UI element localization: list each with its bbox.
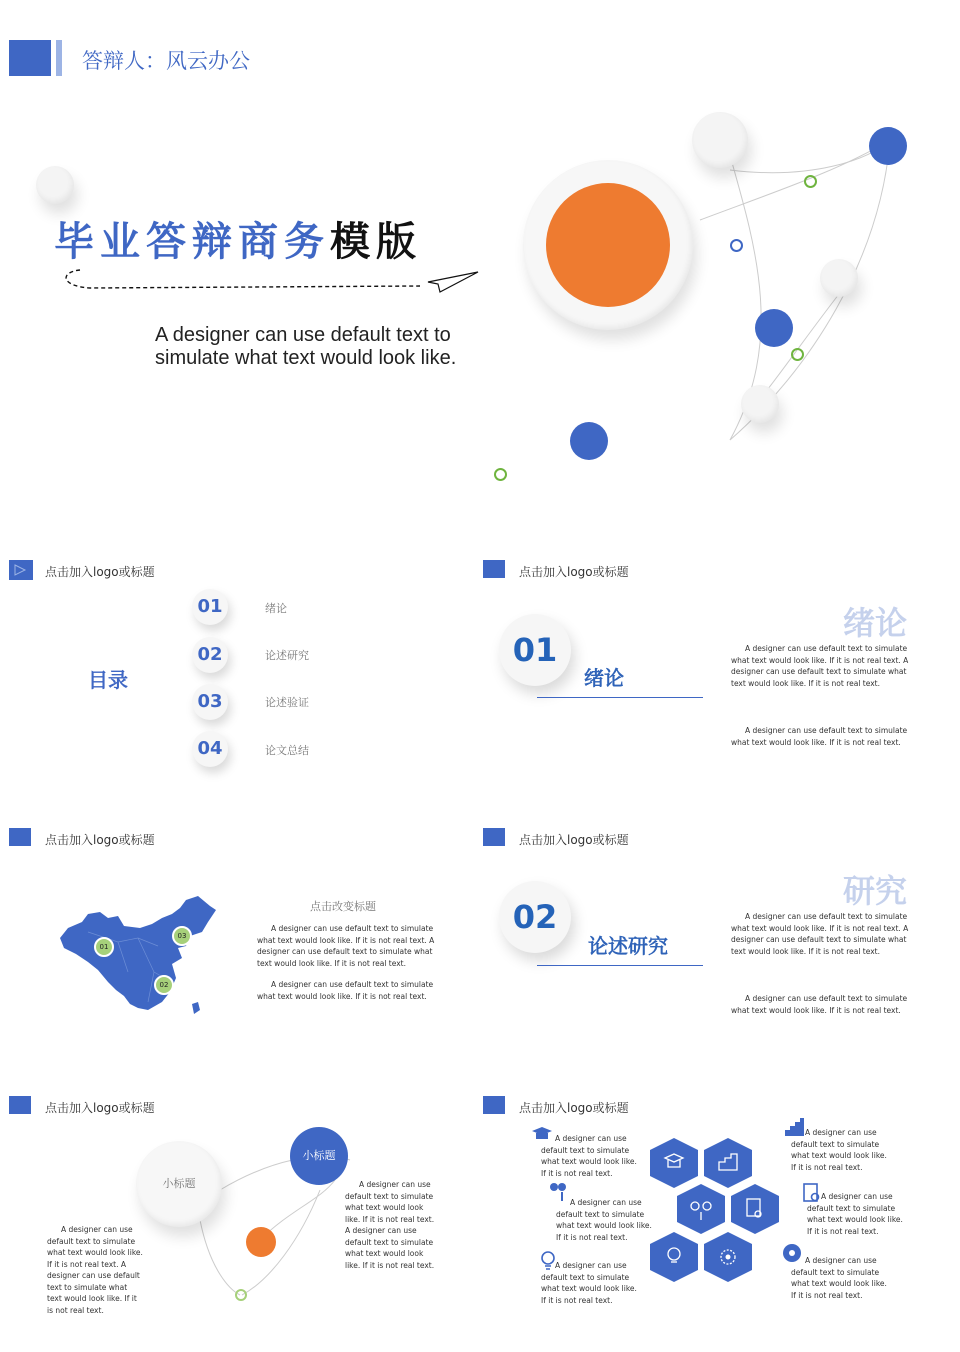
cover-title-blue: 毕业答辩商务 bbox=[54, 219, 330, 265]
slide-header-text: 点击加入logo或标题 bbox=[45, 833, 155, 847]
cover-subtitle-2: simulate what text would look like. bbox=[155, 347, 457, 369]
green-ring bbox=[494, 468, 507, 481]
hex-item-text: A designer can use default text to simulate what text would look like. If it is not real text. bbox=[541, 1134, 637, 1178]
map-paragraph: A designer can use default text to simulate what text would look like. If it is not real text. bbox=[257, 980, 434, 1001]
toc-num: 02 bbox=[192, 637, 228, 673]
cover-title-black: 模版 bbox=[330, 219, 422, 265]
header-logo-square bbox=[9, 828, 31, 846]
bubble-circle: 小标题 bbox=[136, 1141, 222, 1227]
slide-header-text: 点击加入logo或标题 bbox=[519, 833, 629, 847]
paper-plane-dashes bbox=[60, 262, 490, 302]
map-heading: 点击改变标题 bbox=[310, 900, 376, 913]
section-title: 论述研究 bbox=[588, 934, 668, 958]
toc-num: 01 bbox=[192, 589, 228, 625]
cover-logo-bar bbox=[56, 40, 62, 76]
cover-logo-square bbox=[9, 40, 51, 76]
section-ghost-title: 研究 bbox=[843, 872, 908, 910]
china-map bbox=[58, 892, 220, 1024]
paper-plane-icon bbox=[428, 272, 478, 292]
toc-num: 04 bbox=[192, 731, 228, 767]
green-ring bbox=[235, 1289, 247, 1301]
blue-dot bbox=[570, 422, 608, 460]
slide-header-text: 点击加入logo或标题 bbox=[45, 1101, 155, 1115]
header-logo-square bbox=[9, 1096, 31, 1114]
map-paragraph: A designer can use default text to simulate what text would look like. If it is not real text. A designer can use default text to simulate what text would look like. If it is not real text. bbox=[257, 924, 435, 968]
map-pin: 02 bbox=[154, 975, 174, 995]
section-number: 02 bbox=[499, 881, 571, 953]
toc-label: 论述研究 bbox=[265, 649, 309, 662]
toc-title: 目录 bbox=[88, 668, 128, 692]
bubble-circle-blue: 小标题 bbox=[290, 1127, 348, 1185]
hex-item-text: A designer can use default text to simulate what text would look like. If it is not real text. bbox=[791, 1128, 887, 1172]
green-ring bbox=[804, 175, 817, 188]
hexagon-cluster bbox=[648, 1136, 780, 1286]
section-paragraph: A designer can use default text to simulate what text would look like. If it is not real text. A designer can use default text to simulate what text would look like. If it is not real text. bbox=[731, 912, 909, 956]
toc-num: 03 bbox=[192, 684, 228, 720]
deco-circle bbox=[692, 112, 748, 168]
blue-dot bbox=[755, 309, 793, 347]
header-logo-square bbox=[483, 828, 505, 846]
section-underline bbox=[537, 697, 703, 698]
header-logo-square bbox=[483, 1096, 505, 1114]
map-pin: 03 bbox=[172, 926, 192, 946]
slide-header-text: 点击加入logo或标题 bbox=[519, 565, 629, 579]
header-logo-square bbox=[483, 560, 505, 578]
toc-label: 论述验证 bbox=[265, 696, 309, 709]
hex-item-text: A designer can use default text to simulate what text would look like. If it is not real text. bbox=[541, 1261, 637, 1305]
slide-header-text: 点击加入logo或标题 bbox=[519, 1101, 629, 1115]
bubble-left-text: A designer can use default text to simulate what text would look like. If it is not real text. A designer can use default text to simulate what text would look like. If it is not real text. bbox=[47, 1225, 143, 1315]
toc-label: 论文总结 bbox=[265, 744, 309, 757]
cover-title bbox=[54, 210, 422, 267]
hex-item-text: A designer can use default text to simulate what text would look like. If it is not real text. bbox=[807, 1192, 903, 1236]
section-title: 绪论 bbox=[584, 666, 624, 690]
section-underline bbox=[537, 965, 703, 966]
header-logo-icon bbox=[9, 560, 33, 580]
section-ghost-title: 绪论 bbox=[843, 604, 908, 642]
toc-label: 绪论 bbox=[265, 602, 287, 615]
green-ring bbox=[791, 348, 804, 361]
blue-ring bbox=[730, 239, 743, 252]
orange-dot bbox=[246, 1227, 276, 1257]
deco-circle bbox=[36, 166, 74, 204]
section-paragraph: A designer can use default text to simulate what text would look like. If it is not real text. bbox=[731, 726, 908, 747]
hex-item-text: A designer can use default text to simulate what text would look like. If it is not real text. bbox=[556, 1198, 652, 1242]
presenter-label: 答辩人：风云办公 bbox=[82, 49, 250, 73]
map-pin: 01 bbox=[94, 937, 114, 957]
section-paragraph: A designer can use default text to simulate what text would look like. If it is not real text. A designer can use default text to simulate what text would look like. If it is not real text. bbox=[731, 644, 909, 688]
cover-subtitle-1: A designer can use default text to bbox=[155, 324, 451, 346]
blue-dot bbox=[869, 127, 907, 165]
deco-circle bbox=[741, 385, 779, 423]
hex-item-text: A designer can use default text to simulate what text would look like. If it is not real text. bbox=[791, 1256, 887, 1300]
orange-circle bbox=[546, 183, 670, 307]
deco-circle bbox=[820, 259, 858, 297]
section-number: 01 bbox=[499, 614, 571, 686]
slide-header-text: 点击加入logo或标题 bbox=[45, 565, 155, 579]
bubble-right-text: A designer can use default text to simulate what text would look like. If it is not real text. A designer can use default text to simulate what text would look like. If it is not real text. bbox=[345, 1180, 435, 1270]
section-paragraph: A designer can use default text to simulate what text would look like. If it is not real text. bbox=[731, 994, 908, 1015]
